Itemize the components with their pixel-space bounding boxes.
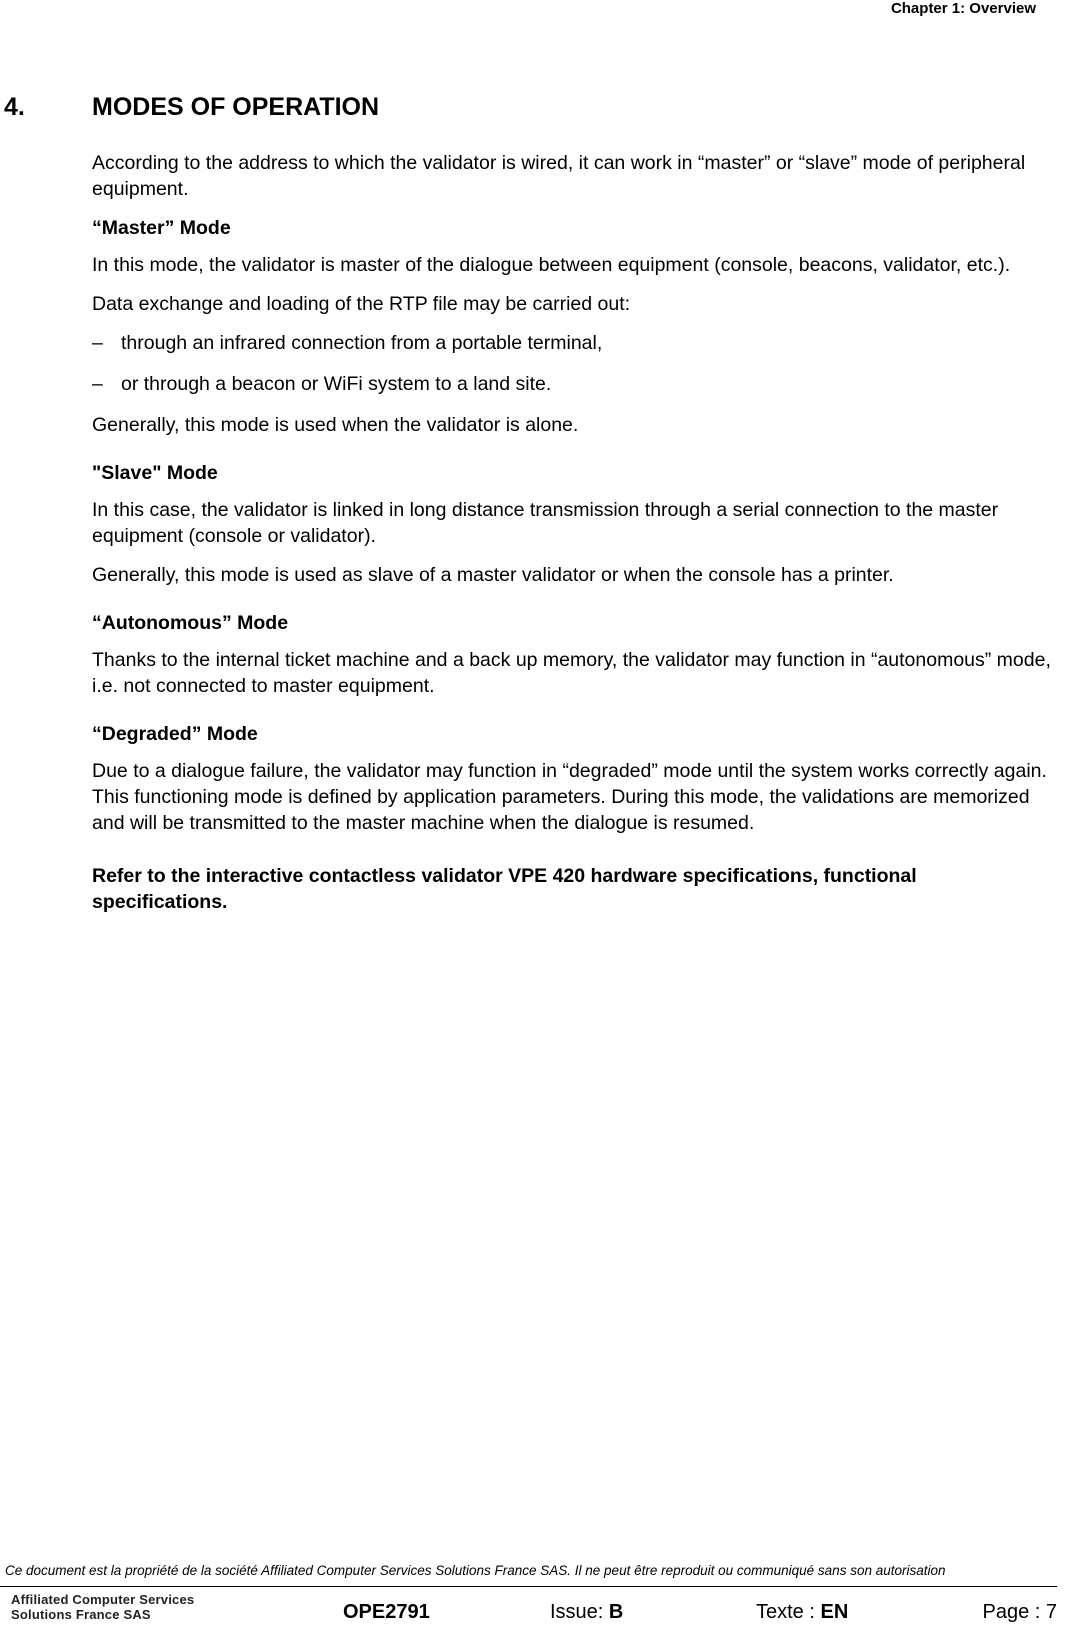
company-logo: [11, 1592, 194, 1622]
intro-paragraph: According to the address to which the validator is wired, it can work in “master” or “slave” mode of peripheral equipment.: [92, 152, 1026, 200]
confidentiality-notice: Ce document est la propriété de la société Affiliated Computer Services Solutions France SAS. Il ne peut être reproduit ou communiqué sans son autorisation: [5, 1563, 946, 1578]
list-item: [92, 330, 1057, 356]
reference-note: Refer to the interactive contactless validator VPE 420 hardware specifications, functional specifications.: [92, 865, 917, 913]
master-mode-paragraph: In this mode, the validator is master of the dialogue between equipment (console, beacons, validator, etc.).: [92, 254, 1011, 276]
section-title: MODES OF OPERATION: [92, 93, 380, 121]
master-general-paragraph: Generally, this mode is used when the validator is alone.: [92, 414, 579, 436]
language-info: [756, 1601, 848, 1624]
dash-bullet: –: [92, 332, 103, 354]
texte-value: EN: [820, 1601, 849, 1623]
autonomous-mode-heading: “Autonomous” Mode: [92, 612, 289, 634]
issue-value: B: [608, 1601, 624, 1623]
degraded-mode-heading: “Degraded” Mode: [92, 723, 258, 745]
issue-label: Issue:: [550, 1601, 609, 1623]
texte-label: Texte :: [756, 1601, 821, 1623]
footer-divider: [0, 1586, 1057, 1587]
list-item-text: or through a beacon or WiFi system to a land site.: [121, 373, 552, 395]
chapter-header: Chapter 1: Overview: [890, 0, 1036, 17]
logo-line-1: Affiliated Computer Services: [11, 1592, 195, 1607]
logo-line-2: Solutions France SAS: [11, 1607, 151, 1622]
document-body: [92, 150, 1057, 928]
issue-info: [550, 1601, 623, 1624]
page-number: Page : 7: [982, 1601, 1057, 1623]
dash-bullet: –: [92, 373, 103, 395]
slave-mode-heading: "Slave" Mode: [92, 462, 218, 484]
slave-mode-paragraph: In this case, the validator is linked in long distance transmission through a serial connection to the master equipment (console or validator).: [92, 499, 999, 547]
list-item: [92, 371, 1057, 397]
master-mode-heading: “Master” Mode: [92, 217, 231, 239]
list-item-text: through an infrared connection from a portable terminal,: [121, 332, 603, 354]
document-number: OPE2791: [343, 1601, 430, 1623]
degraded-mode-paragraph: Due to a dialogue failure, the validator may function in “degraded” mode until the system works correctly again. This functioning mode is defined by application parameters. During this mode, the validations are memorized and will be transmitted to the master machine when the dialogue is resumed.: [92, 760, 1047, 834]
data-exchange-paragraph: Data exchange and loading of the RTP file may be carried out:: [92, 293, 631, 315]
autonomous-mode-paragraph: Thanks to the internal ticket machine and a back up memory, the validator may function in “autonomous” mode, i.e. not connected to master equipment.: [92, 649, 1051, 697]
slave-general-paragraph: Generally, this mode is used as slave of a master validator or when the console has a printer.: [92, 564, 894, 586]
section-number: 4.: [4, 93, 25, 121]
